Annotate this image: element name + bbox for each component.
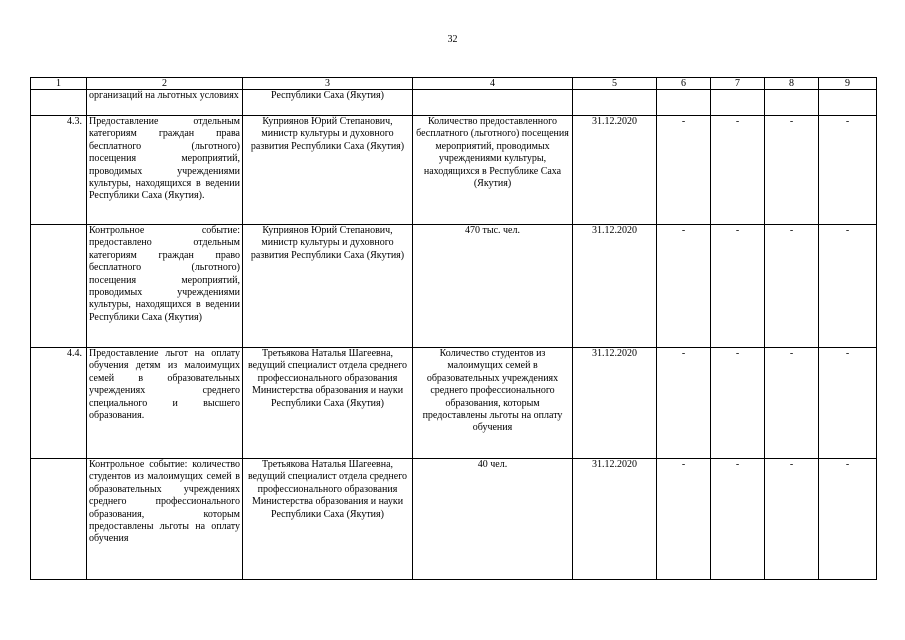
table-row bbox=[31, 348, 877, 459]
column-header: 7 bbox=[711, 78, 765, 90]
cell-col7 bbox=[711, 90, 765, 116]
responsible-person: Республики Саха (Якутия) bbox=[243, 90, 413, 116]
result-indicator: Количество предоставленного бесплатного (льготного) посещения мероприятий, проводимых учреждениями культуры, находящихся в Республике Саха (Якутия) bbox=[413, 116, 573, 225]
table-row bbox=[31, 459, 877, 580]
cell-col8: - bbox=[765, 348, 819, 459]
table-row bbox=[31, 90, 877, 116]
cell-col7: - bbox=[711, 348, 765, 459]
cell-col7: - bbox=[711, 459, 765, 580]
result-indicator: 40 чел. bbox=[413, 459, 573, 580]
table-row bbox=[31, 116, 877, 225]
row-number bbox=[31, 90, 87, 116]
cell-col9: - bbox=[819, 348, 877, 459]
result-indicator bbox=[413, 90, 573, 116]
measures-table bbox=[30, 77, 877, 580]
result-indicator: 470 тыс. чел. bbox=[413, 225, 573, 348]
table-row bbox=[31, 225, 877, 348]
deadline-date: 31.12.2020 bbox=[573, 348, 657, 459]
cell-col9 bbox=[819, 90, 877, 116]
column-header: 3 bbox=[243, 78, 413, 90]
cell-col6: - bbox=[657, 459, 711, 580]
deadline-date: 31.12.2020 bbox=[573, 459, 657, 580]
cell-col8: - bbox=[765, 116, 819, 225]
column-header: 5 bbox=[573, 78, 657, 90]
column-header: 1 bbox=[31, 78, 87, 90]
responsible-person: Третьякова Наталья Шагеевна, ведущий специалист отдела среднего профессионального образования Министерства образования и науки Республики Саха (Якутия) bbox=[243, 459, 413, 580]
cell-col8: - bbox=[765, 225, 819, 348]
measure-description: Предоставление отдельным категориям граждан права бесплатного (льготного) посещения мероприятий, проводимых учреждениями культуры, находящихся в ведении Республики Саха (Якутия). bbox=[87, 116, 243, 225]
cell-col8: - bbox=[765, 459, 819, 580]
cell-col7: - bbox=[711, 225, 765, 348]
cell-col6: - bbox=[657, 116, 711, 225]
column-header: 9 bbox=[819, 78, 877, 90]
column-header: 8 bbox=[765, 78, 819, 90]
cell-col7: - bbox=[711, 116, 765, 225]
column-header: 4 bbox=[413, 78, 573, 90]
cell-col9: - bbox=[819, 116, 877, 225]
deadline-date: 31.12.2020 bbox=[573, 225, 657, 348]
column-header: 6 bbox=[657, 78, 711, 90]
row-number bbox=[31, 225, 87, 348]
deadline-date: 31.12.2020 bbox=[573, 116, 657, 225]
cell-col9: - bbox=[819, 225, 877, 348]
responsible-person: Куприянов Юрий Степанович, министр культуры и духовного развития Республики Саха (Якутия) bbox=[243, 225, 413, 348]
row-number bbox=[31, 459, 87, 580]
result-indicator: Количество студентов из малоимущих семей в образовательных учреждениях среднего профессионального образования, которым предоставлены льготы на оплату обучения bbox=[413, 348, 573, 459]
column-header: 2 bbox=[87, 78, 243, 90]
cell-col6 bbox=[657, 90, 711, 116]
measure-description: Предоставление льгот на оплату обучения детям из малоимущих семей в образовательных учреждениях среднего специального и высшего образования. bbox=[87, 348, 243, 459]
responsible-person: Третьякова Наталья Шагеевна, ведущий специалист отдела среднего профессионального образования Министерства образования и науки Республики Саха (Якутия) bbox=[243, 348, 413, 459]
cell-col6: - bbox=[657, 225, 711, 348]
control-event-description: Контрольное событие: количество студентов из малоимущих семей в образовательных учреждениях среднего профессионального образования, которым предоставлены льготы на оплату обучения bbox=[87, 459, 243, 580]
measure-description: организаций на льготных условиях bbox=[87, 90, 243, 116]
cell-col6: - bbox=[657, 348, 711, 459]
deadline-date bbox=[573, 90, 657, 116]
control-event-description: Контрольное событие: предоставлено отдельным категориям граждан право бесплатного (льготного) посещения мероприятий, проводимых учреждениями культуры, находящихся в ведении Республики Саха (Якутия) bbox=[87, 225, 243, 348]
row-number: 4.3. bbox=[31, 116, 87, 225]
responsible-person: Куприянов Юрий Степанович, министр культуры и духовного развития Республики Саха (Якутия) bbox=[243, 116, 413, 225]
cell-col8 bbox=[765, 90, 819, 116]
page-number: 32 bbox=[447, 34, 458, 45]
row-number: 4.4. bbox=[31, 348, 87, 459]
table-header-row bbox=[31, 78, 877, 90]
cell-col9: - bbox=[819, 459, 877, 580]
